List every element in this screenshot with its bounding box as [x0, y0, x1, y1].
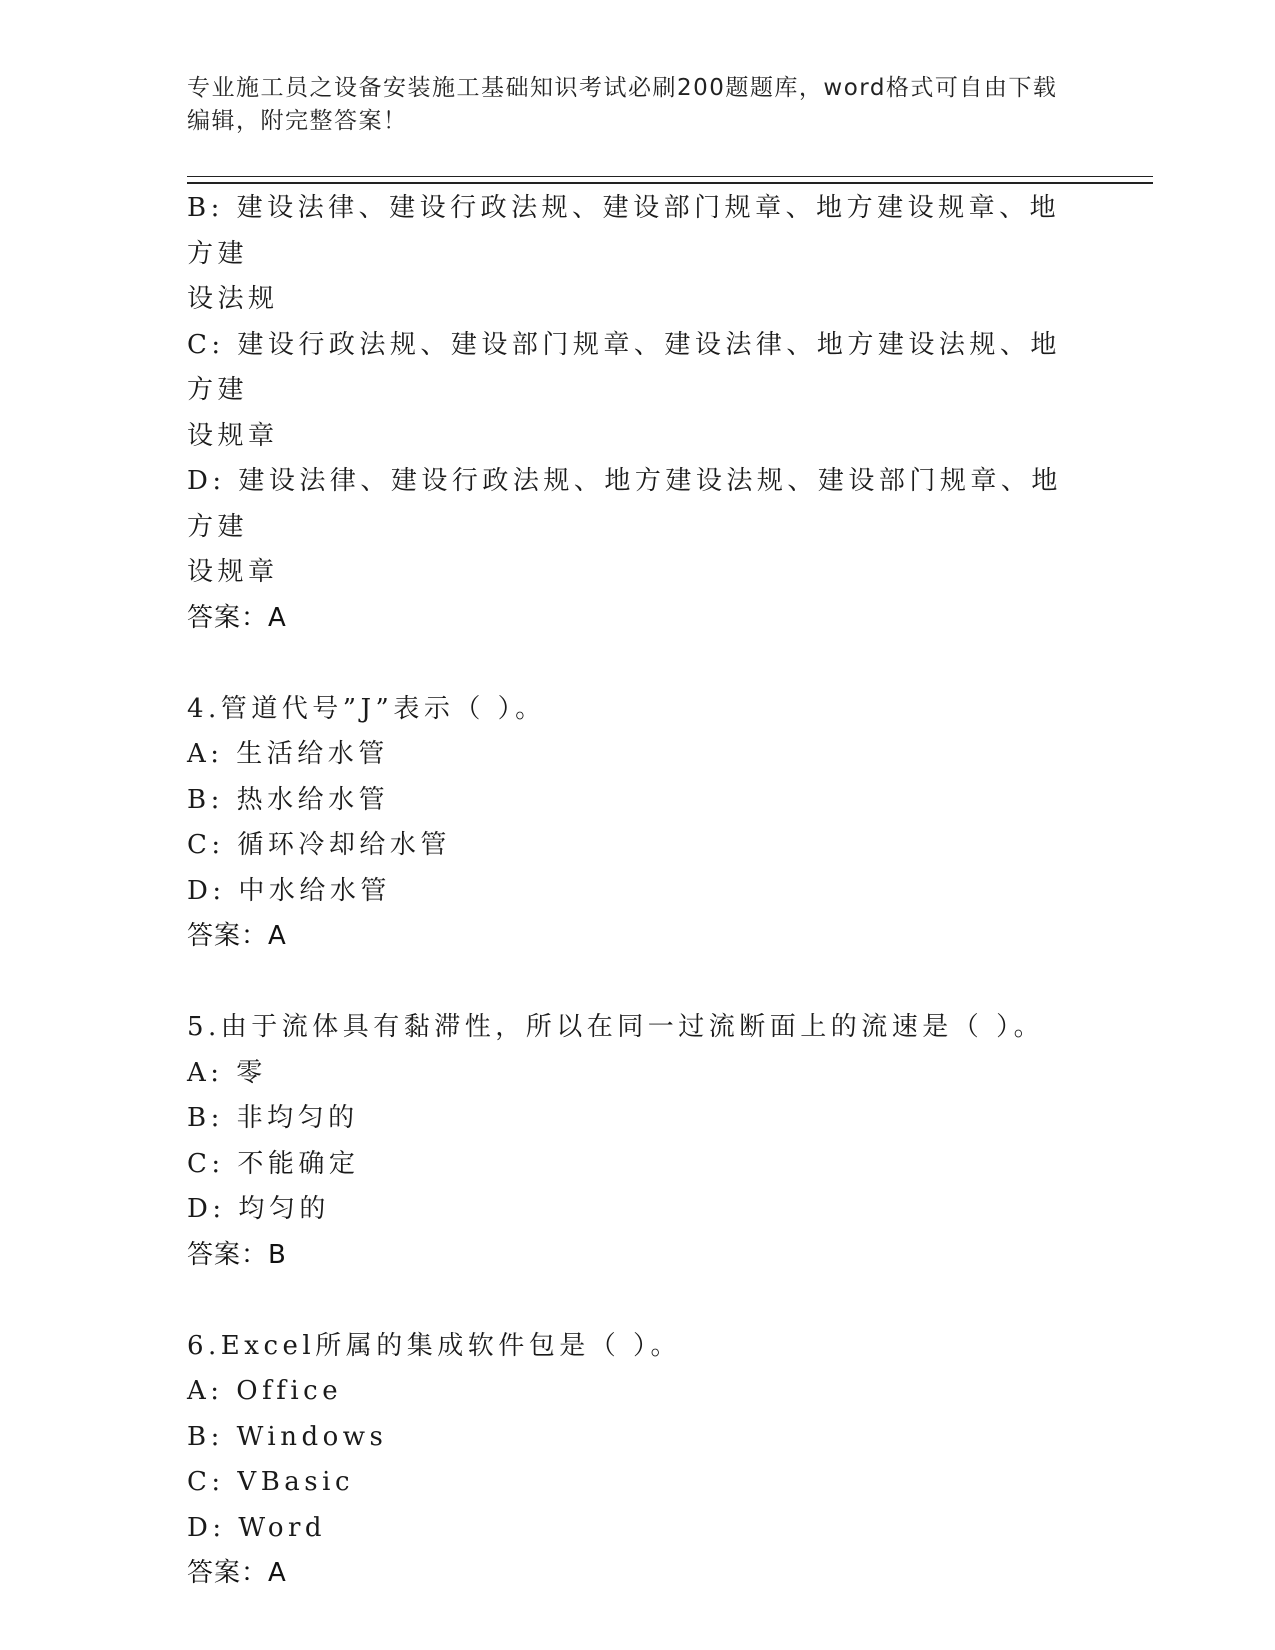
q4-option-a: A: 生活给水管	[187, 739, 389, 769]
q4-option-d: D: 中水给水管	[187, 875, 391, 906]
q5-option-b: B: 非均匀的	[187, 1103, 359, 1133]
q3-option-c-line-2: 设规章	[187, 420, 279, 451]
document-header	[187, 72, 1067, 138]
question-3-continued	[187, 186, 1077, 641]
question-spacer	[187, 1278, 1077, 1324]
question-6	[187, 1324, 1077, 1597]
q5-question: 5.由于流体具有黏滞性，所以在同一过流断面上的流速是（ ）。	[187, 1012, 1045, 1042]
q5-option-d: D: 均匀的	[187, 1194, 330, 1224]
q5-option-a: A: 零	[187, 1057, 267, 1088]
q5-answer: 答案：B	[187, 1239, 287, 1270]
header-title-line-1: 专业施工员之设备安装施工基础知识考试必刷200题题库，word格式可自由下载	[187, 75, 1058, 101]
q6-option-c: C: VBasic	[187, 1467, 355, 1497]
q4-answer: 答案：A	[187, 921, 287, 951]
q6-question: 6.Excel所属的集成软件包是（ ）。	[187, 1330, 681, 1361]
q3-option-b-line-2: 设法规	[187, 284, 279, 314]
q3-option-d-line-1: D: 建设法律、建设行政法规、地方建设法规、建设部门规章、地方建	[187, 466, 1062, 542]
header-divider-thick	[187, 182, 1153, 184]
q3-option-d-line-2: 设规章	[187, 557, 279, 587]
q6-option-b: B: Windows	[187, 1421, 388, 1452]
q6-answer: 答案：A	[187, 1558, 287, 1588]
q4-question: 4.管道代号”J”表示（ ）。	[187, 693, 546, 724]
question-list	[187, 186, 1077, 1597]
header-divider-thin	[187, 176, 1153, 177]
header-title-line-2: 编辑，附完整答案！	[187, 108, 408, 134]
q3-answer: 答案：A	[187, 602, 287, 633]
q6-option-d: D: Word	[187, 1512, 327, 1543]
q4-option-b: B: 热水给水管	[187, 784, 390, 815]
q5-option-c: C: 不能确定	[187, 1148, 360, 1179]
question-5	[187, 1005, 1077, 1278]
q3-option-b-line-1: B: 建设法律、建设行政法规、建设部门规章、地方建设规章、地方建	[187, 193, 1061, 269]
question-4	[187, 687, 1077, 960]
question-spacer	[187, 641, 1077, 687]
question-spacer	[187, 960, 1077, 1006]
q3-option-c-line-1: C: 建设行政法规、建设部门规章、建设法律、地方建设法规、地方建	[187, 329, 1061, 405]
q4-option-c: C: 循环冷却给水管	[187, 830, 451, 860]
q6-option-a: A: Office	[187, 1376, 343, 1406]
